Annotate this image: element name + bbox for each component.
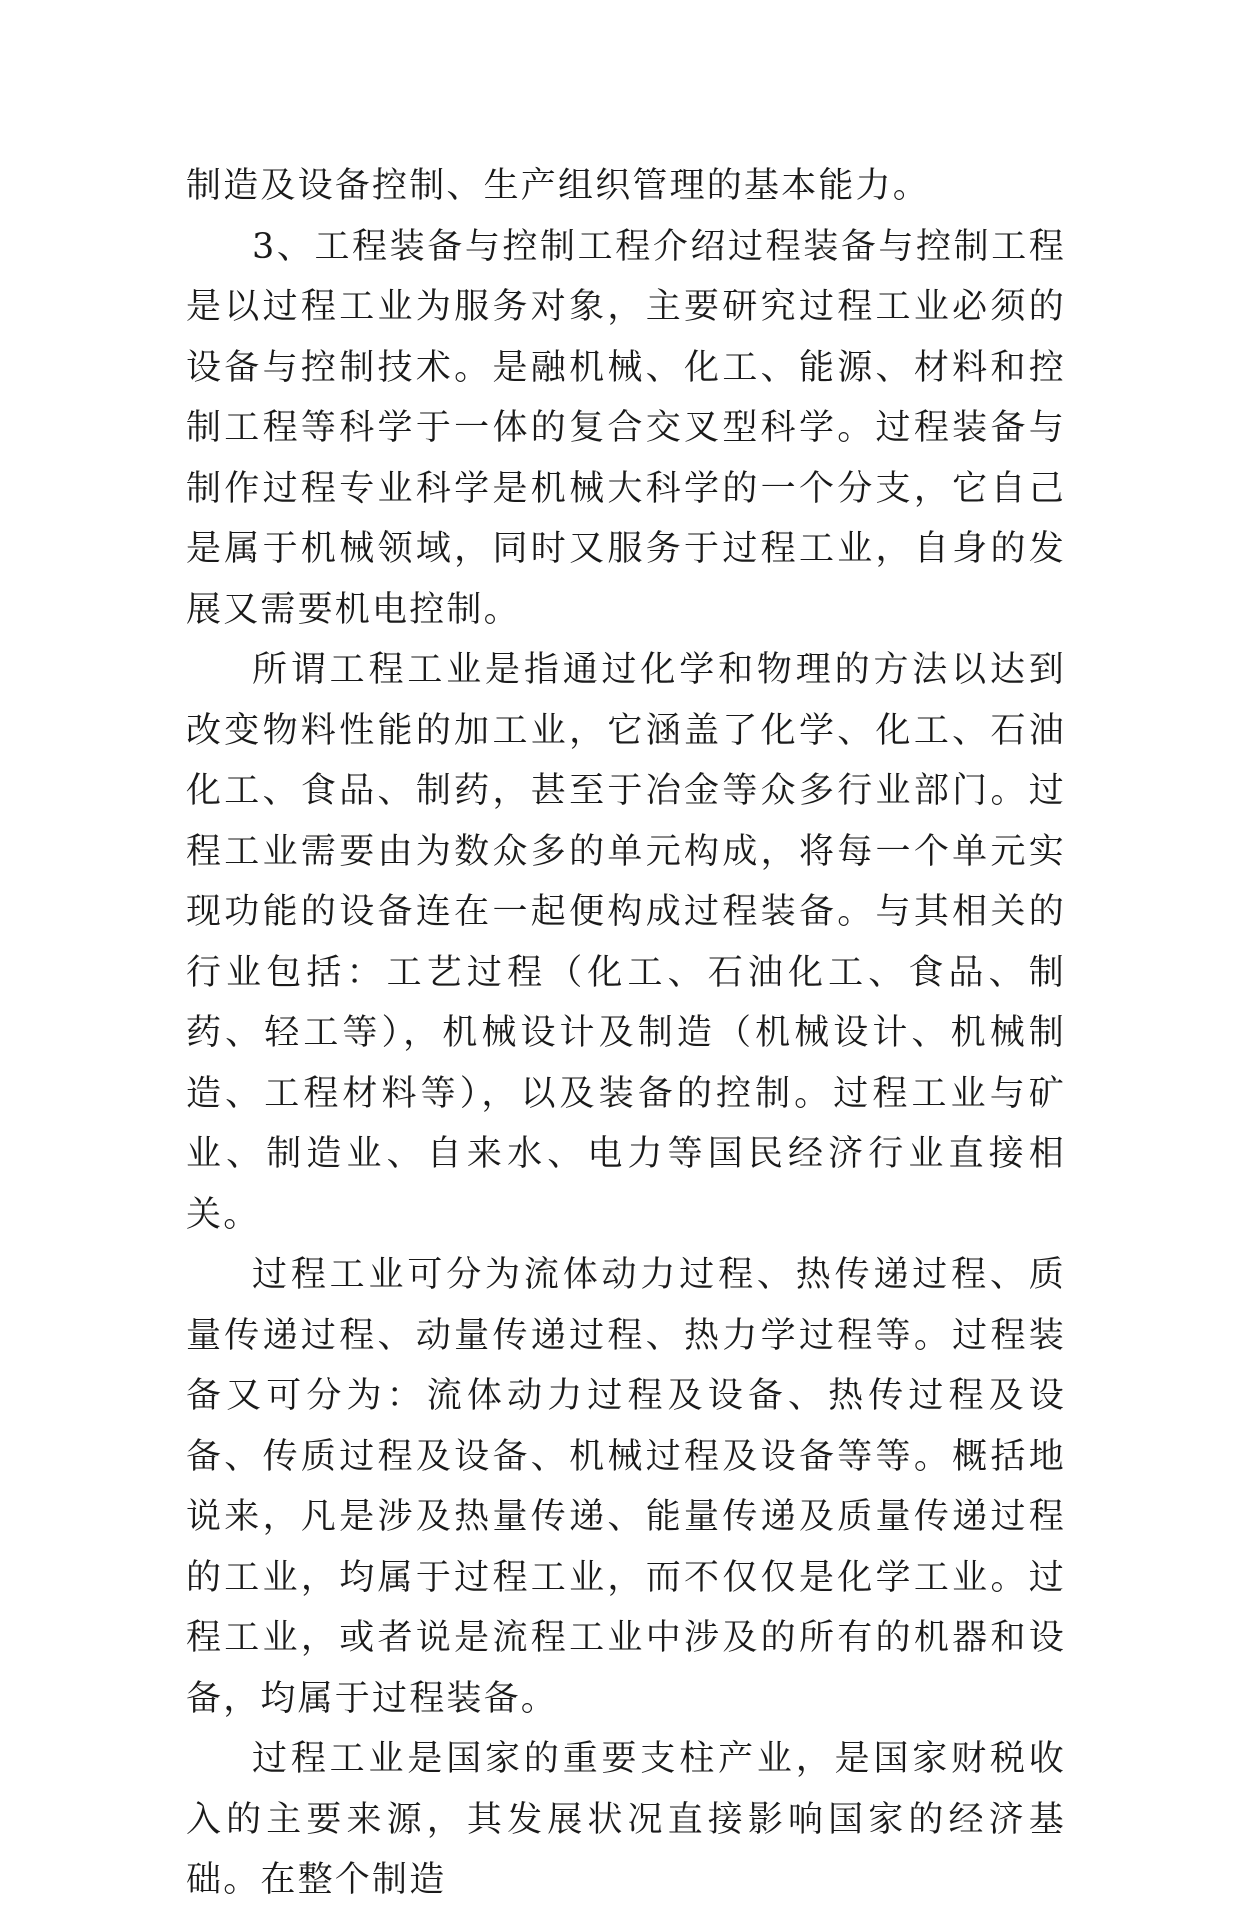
document-body xyxy=(186,156,1066,1911)
paragraph-process-classification: 过程工业可分为流体动力过程、热传递过程、质量传递过程、动量传递过程、热力学过程等。过程装备又可分为：流体动力过程及设备、热传过程及设备、传质过程及设备、机械过程及设备等等。概括地说来，凡是涉及热量传递、能量传递及质量传递过程的工业，均属于过程工业，而不仅仅是化学工业。过程工业，或者说是流程工业中涉及的所有的机器和设备，均属于过程装备。 xyxy=(186,1255,1066,1719)
paragraph-process-equipment-intro: 3、工程装备与控制工程介绍过程装备与控制工程是以过程工业为服务对象，主要研究过程工业必须的设备与控制技术。是融机械、化工、能源、材料和控制工程等科学于一体的复合交叉型科学。过程装备与制作过程专业科学是机械大科学的一个分支，它自己是属于机械领域，同时又服务于过程工业，自身的发展又需要机电控制。 xyxy=(186,226,1066,630)
paragraph-continuation: 制造及设备控制、生产组织管理的基本能力。 xyxy=(186,166,931,206)
paragraph-process-industry-definition: 所谓工程工业是指通过化学和物理的方法以达到改变物料性能的加工业，它涵盖了化学、化工、石油化工、食品、制药，甚至于冶金等众多行业部门。过程工业需要由为数众多的单元构成，将每一个单元实现功能的设备连在一起便构成过程装备。与其相关的行业包括：工艺过程（化工、石油化工、食品、制药、轻工等），机械设计及制造（机械设计、机械制造、工程材料等），以及装备的控制。过程工业与矿业、制造业、自来水、电力等国民经济行业直接相关。 xyxy=(186,650,1066,1235)
paragraph-process-industry-importance: 过程工业是国家的重要支柱产业，是国家财税收入的主要来源，其发展状况直接影响国家的经济基础。在整个制造 xyxy=(186,1739,1066,1900)
